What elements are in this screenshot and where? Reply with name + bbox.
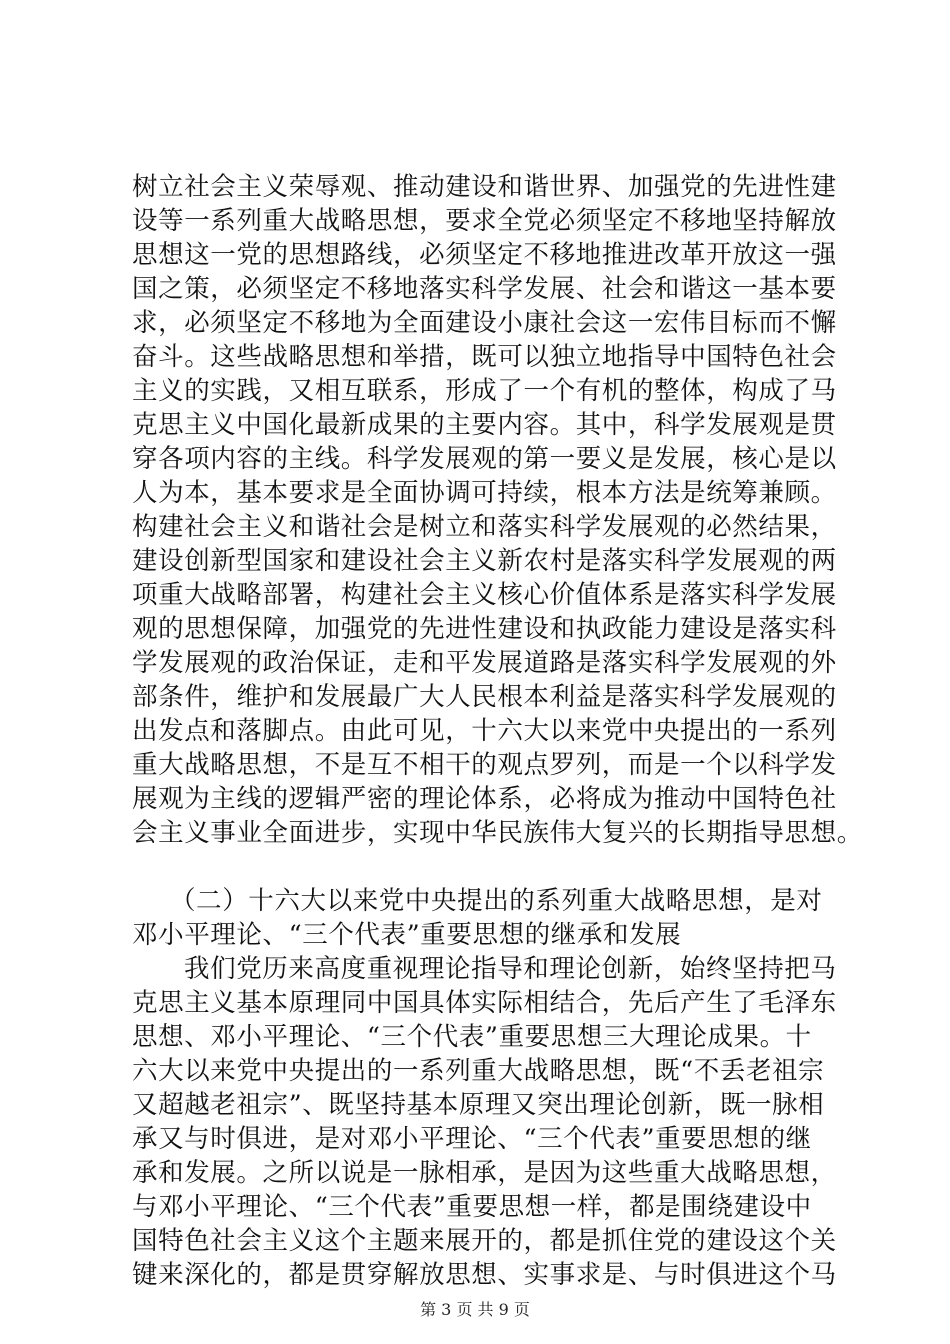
paragraph-line: 树立社会主义荣辱观、推动建设和谐世界、加强党的先进性建 — [132, 172, 837, 202]
paragraph-line: 出发点和落脚点。由此可见，十六大以来党中央提出的一系列 — [132, 716, 837, 746]
paragraph-line: 人为本，基本要求是全面协调可持续，根本方法是统筹兼顾。 — [132, 478, 837, 508]
paragraph-line: 承又与时俱进，是对邓小平理论、“三个代表”重要思想的继 — [132, 1124, 812, 1154]
paragraph-line: 学发展观的政治保证，走和平发展道路是落实科学发展观的外 — [132, 648, 837, 678]
paragraph-line: 主义的实践，又相互联系，形成了一个有机的整体，构成了马 — [132, 376, 837, 406]
paragraph-line: 穿各项内容的主线。科学发展观的第一要义是发展，核心是以 — [132, 444, 837, 474]
paragraph-line: 与邓小平理论、“三个代表”重要思想一样，都是围绕建设中 — [132, 1192, 812, 1222]
paragraph-line: 展观为主线的逻辑严密的理论体系，必将成为推动中国特色社 — [132, 784, 837, 814]
page-footer: 第 3 页 共 9 页 — [420, 1300, 530, 1319]
paragraph-line: 部条件，维护和发展最广大人民根本利益是落实科学发展观的 — [132, 682, 837, 712]
paragraph-line: 克思主义中国化最新成果的主要内容。其中，科学发展观是贯 — [132, 410, 837, 440]
paragraph-line: 求，必须坚定不移地为全面建设小康社会这一宏伟目标而不懈 — [132, 308, 837, 338]
paragraph-line: 重大战略思想，不是互不相干的观点罗列，而是一个以科学发 — [132, 750, 837, 780]
paragraph-line: 思想、邓小平理论、“三个代表”重要思想三大理论成果。十 — [132, 1022, 812, 1052]
paragraph-line: 建设创新型国家和建设社会主义新农村是落实科学发展观的两 — [132, 546, 837, 576]
paragraph-line: 键来深化的，都是贯穿解放思想、实事求是、与时俱进这个马 — [132, 1260, 837, 1290]
paragraph-line: 国之策，必须坚定不移地落实科学发展、社会和谐这一基本要 — [132, 274, 837, 304]
paragraph-line: 会主义事业全面进步，实现中华民族伟大复兴的长期指导思想。 — [132, 818, 863, 848]
paragraph-line: 克思主义基本原理同中国具体实际相结合，先后产生了毛泽东 — [132, 988, 837, 1018]
heading-line: 邓小平理论、“三个代表”重要思想的继承和发展 — [132, 920, 682, 950]
paragraph-line: 设等一系列重大战略思想，要求全党必须坚定不移地坚持解放 — [132, 206, 837, 236]
paragraph-line: 项重大战略部署，构建社会主义核心价值体系是落实科学发展 — [132, 580, 837, 610]
heading-line: （二）十六大以来党中央提出的系列重大战略思想，是对 — [170, 886, 823, 916]
paragraph-line: 思想这一党的思想路线，必须坚定不移地推进改革开放这一强 — [132, 240, 837, 270]
paragraph-line: 又超越老祖宗”、既坚持基本原理又突出理论创新，既一脉相 — [132, 1090, 825, 1120]
paragraph-line: 六大以来党中央提出的一系列重大战略思想，既“不丢老祖宗 — [132, 1056, 825, 1086]
paragraph-line: 观的思想保障，加强党的先进性建设和执政能力建设是落实科 — [132, 614, 837, 644]
paragraph-line: 构建社会主义和谐社会是树立和落实科学发展观的必然结果， — [132, 512, 837, 542]
paragraph-line: 承和发展。之所以说是一脉相承，是因为这些重大战略思想， — [132, 1158, 837, 1188]
paragraph-line: 我们党历来高度重视理论指导和理论创新，始终坚持把马 — [184, 954, 837, 984]
paragraph-line: 国特色社会主义这个主题来展开的，都是抓住党的建设这个关 — [132, 1226, 837, 1256]
paragraph-line: 奋斗。这些战略思想和举措，既可以独立地指导中国特色社会 — [132, 342, 837, 372]
